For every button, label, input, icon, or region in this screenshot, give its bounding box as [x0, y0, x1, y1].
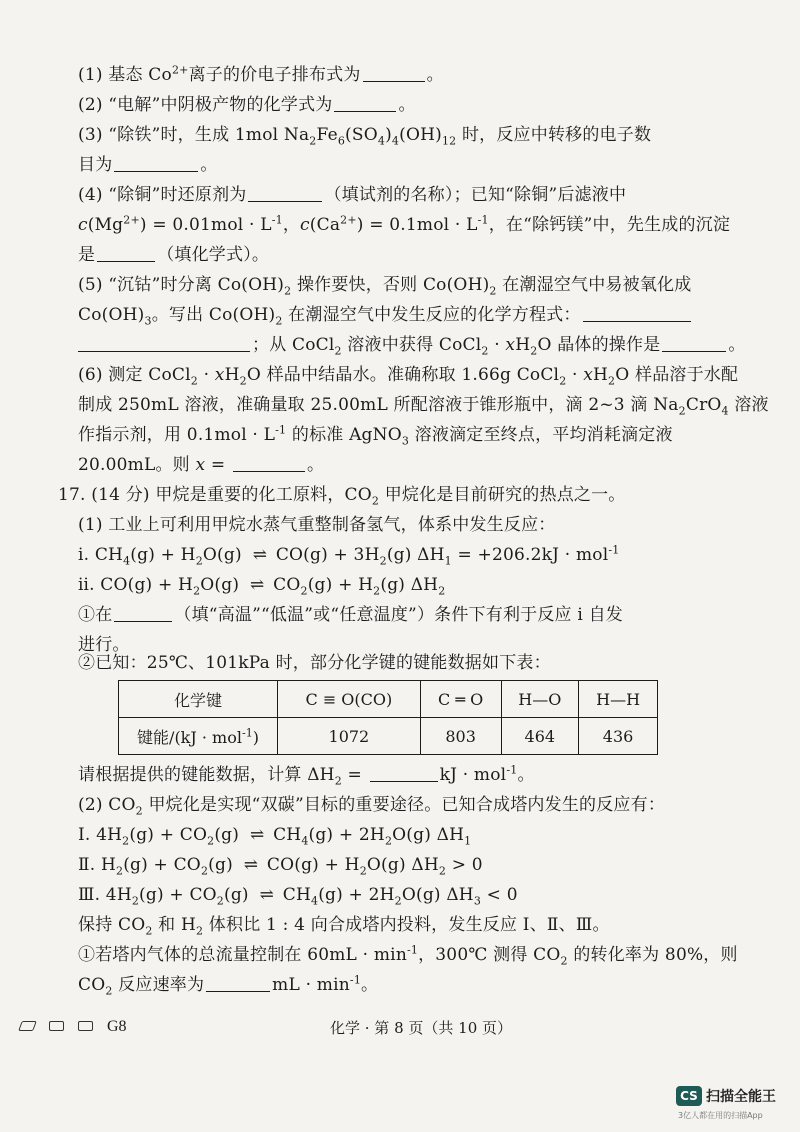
reaction-i: ⅰ. $CH_4(g) + H_2O(g)$ ⇌ $CO(g) + 3H_2(g) \Delta H_1 = +206.2kJ \cdot mol^{-1}$: [78, 543, 620, 568]
scanner-watermark: [676, 1084, 792, 1124]
q16-part6-line4: 20.00mL。则 x = 。: [78, 455, 325, 475]
answer-blank[interactable]: [97, 245, 155, 262]
answer-blank[interactable]: [206, 975, 270, 992]
table-header-cell: H—O: [501, 681, 579, 718]
reaction-III: Ⅲ. $4H_2(g) + CO_2(g)$ ⇌ $CH_4(g) + 2H_2O(g) \Delta H_3 < 0$: [78, 885, 518, 908]
answer-blank[interactable]: [662, 335, 726, 352]
equilibrium-arrow-icon: ⇌: [243, 855, 257, 875]
page-number: 化学 · 第 8 页（共 10 页）: [330, 1019, 513, 1037]
watermark-name: 扫描全能王: [706, 1089, 776, 1105]
table-header-cell: 化学键: [119, 681, 278, 718]
answer-blank[interactable]: [114, 155, 198, 172]
answer-blank[interactable]: [233, 455, 305, 472]
page-marker-icon: [49, 1021, 64, 1031]
answer-blank[interactable]: [78, 335, 250, 352]
equilibrium-arrow-icon: ⇌: [252, 545, 265, 565]
q17-feed-ratio: 保持 $CO_2$ 和 $H_2$ 体积比 1 : 4 向合成塔内投料，发生反应 Ⅰ、Ⅱ、Ⅲ。: [78, 915, 610, 938]
bond-energy-table: [118, 680, 658, 755]
q17-part1-sub1-line2: 进行。: [78, 635, 130, 655]
q17-part2-sub1-line1: ①若塔内气体的总流量控制在 $60mL \cdot \min^{-1}$，300℃ 测得 $CO_2$ 的转化率为 80%，则: [78, 943, 738, 968]
q16-part5-line3: ；从 CoCl$_2$ 溶液中获得 CoCl$_2$ · $xH_2O$ 晶体的操作是 。: [78, 334, 758, 356]
watermark-slogan: 3亿人都在用的扫描App: [678, 1111, 763, 1120]
reaction-I: Ⅰ. $4H_2(g) + CO_2(g)$ ⇌ $CH_4(g) + 2H_2O(g)$ $\Delta H_1$: [78, 825, 472, 848]
answer-blank[interactable]: [370, 765, 438, 782]
answer-blank[interactable]: [583, 305, 691, 322]
q17-part1: (1) 工业上可利用甲烷水蒸气重整制备氢气，体系中发生反应：: [78, 515, 556, 535]
equilibrium-arrow-icon: ⇌: [249, 825, 263, 845]
answer-blank[interactable]: [248, 185, 322, 202]
q16-part3-line1: (3) “除铁”时，生成 1mol $Na_2Fe_6(SO_4)_4(OH)_{12}$ 时，反应中转移的电子数: [78, 125, 652, 148]
q17-part1-sub1-line1: ①在 （填“高温”“低温”或“任意温度”）条件下有利于反应 ⅰ 自发: [78, 605, 623, 625]
q17-heading: 17. (14 分) 甲烷是重要的化工原料，$CO_2$ 甲烷化是目前研究的热点之一。: [58, 485, 626, 508]
page-marker-icon: [18, 1021, 37, 1031]
q16-part2: (2) “电解”中阴极产物的化学式为 。: [78, 95, 416, 115]
q16-part3-line2: 目为 。: [78, 155, 218, 175]
equilibrium-arrow-icon: ⇌: [250, 575, 263, 595]
q16-part6-line2: 制成 250mL 溶液，准确量取 25.00mL 所配溶液于锥形瓶中，滴 2~3 滴 $Na_2CrO_4$ 溶液: [78, 395, 769, 418]
camscanner-logo-icon: CS: [676, 1086, 702, 1106]
q16-part4-line1: (4) “除铜”时还原剂为 （填试剂的名称）；已知“除铜”后滤液中: [78, 185, 627, 205]
q17-part1-sub2: ②已知：25℃、101kPa 时，部分化学键的键能数据如下表：: [78, 653, 551, 673]
q16-part6-line1: (6) 测定 CoCl$_2$ · $xH_2O$ 样品中结晶水。准确称取 1.66g CoCl$_2$ · $xH_2O$ 样品溶于水配: [78, 365, 739, 388]
q17-part2: (2) $CO_2$ 甲烷化是实现“双碳”目标的重要途径。已知合成塔内发生的反应有：: [78, 795, 666, 818]
table-header-cell: C ≡ O(CO): [278, 681, 421, 718]
answer-blank[interactable]: [114, 605, 172, 622]
answer-blank[interactable]: [363, 65, 425, 82]
table-row-label: 键能/(kJ · mol$^{-1}$): [119, 718, 278, 755]
answer-blank[interactable]: [334, 95, 396, 112]
table-cell: 803: [420, 718, 501, 755]
table-row: [119, 718, 658, 755]
table-cell: 436: [579, 718, 658, 755]
table-cell: 1072: [278, 718, 421, 755]
q16-part5-line1: (5) “沉钴”时分离 $Co(OH)_2$ 操作要快，否则 $Co(OH)_2$ 在潮湿空气中易被氧化成: [78, 275, 692, 298]
table-header-cell: C ═ O: [420, 681, 501, 718]
table-header-cell: H—H: [579, 681, 658, 718]
paper-code: G8: [107, 1018, 127, 1035]
q16-part5-line2: $Co(OH)_3$。写出 $Co(OH)_2$ 在潮湿空气中发生反应的化学方程式：: [78, 304, 758, 326]
equilibrium-arrow-icon: ⇌: [259, 885, 272, 905]
q17-part2-sub1-line2: $CO_2$ 反应速率为 mL · $\min^{-1}$。: [78, 973, 379, 998]
table-cell: 464: [501, 718, 579, 755]
footer-left: [20, 1017, 127, 1036]
reaction-ii: ⅱ. $CO(g) + H_2O(g)$ ⇌ $CO_2(g) + H_2(g)$ $\Delta H_2$: [78, 575, 446, 598]
q16-part6-line3: 作指示剂，用 $0.1mol \cdot L^{-1}$ 的标准 AgNO$_3$ 溶液滴定至终点，平均消耗滴定液: [78, 423, 673, 448]
page-marker-icon: [78, 1021, 93, 1031]
table-header-row: [119, 681, 658, 718]
q16-part1: (1) 基态 $Co^{2+}$离子的价电子排布式为 。: [78, 63, 444, 85]
q16-part4-line3: 是 （填化学式）。: [78, 245, 270, 265]
q16-part4-line2: $c(Mg^{2+}) = 0.01mol \cdot L^{-1}$，$c(Ca^{2+}) = 0.1mol \cdot L^{-1}$，在“除钙镁”中，先生成的沉淀: [78, 213, 731, 235]
q17-calc-line: 请根据提供的键能数据，计算 $\Delta H_2$ = kJ · mol$^{-1}$。: [78, 763, 535, 788]
reaction-II: Ⅱ. $H_2(g) + CO_2(g)$ ⇌ $CO(g) + H_2O(g) \Delta H_2 > 0$: [78, 855, 483, 878]
